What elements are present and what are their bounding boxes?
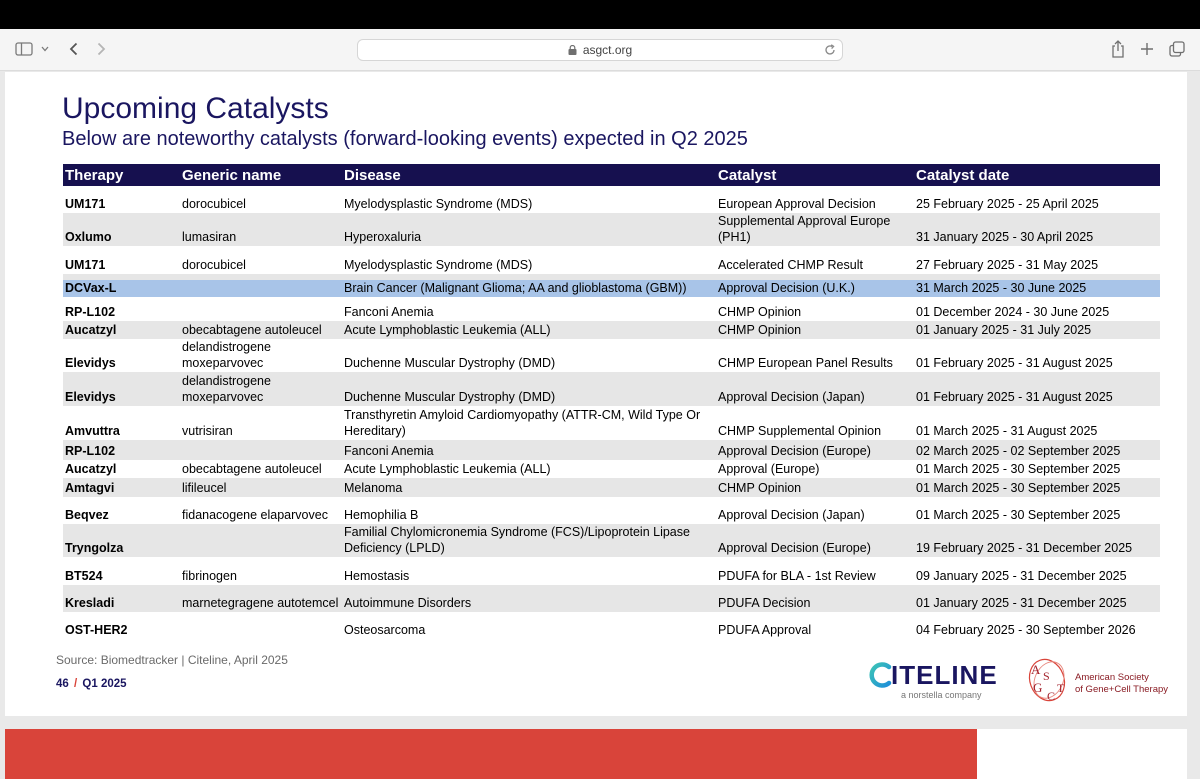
tabs-icon[interactable] xyxy=(1168,39,1186,59)
catalyst-cell: CHMP Supplemental Opinion xyxy=(718,424,882,438)
catalyst-cell: Accelerated CHMP Result xyxy=(718,258,863,272)
date-cell: 09 January 2025 - 31 December 2025 xyxy=(916,569,1127,583)
disease-cell: Fanconi Anemia xyxy=(344,305,434,319)
table-row xyxy=(63,246,1160,274)
table-header-row xyxy=(63,164,1160,186)
top-black-bar xyxy=(0,0,1200,29)
therapy-cell: DCVax-L xyxy=(63,280,180,297)
table-row xyxy=(63,524,1160,557)
disease-cell: Osteosarcoma xyxy=(344,623,426,637)
generic-cell: fibrinogen xyxy=(182,569,237,583)
asgct-name-line2: of Gene+Cell Therapy xyxy=(1075,684,1169,695)
sidebar-icon[interactable] xyxy=(15,39,33,59)
slide-title: Upcoming Catalysts xyxy=(62,92,329,125)
disease-cell: Transthyretin Amyloid Cardiomyopathy (ATTR-CM, Wild Type Or Hereditary) xyxy=(344,408,701,438)
catalyst-cell: PDUFA Approval xyxy=(718,623,812,637)
page-separator: / xyxy=(74,678,78,690)
generic-cell xyxy=(180,280,342,297)
therapy-cell: Oxlumo xyxy=(63,213,180,246)
citeline-c-mark-icon xyxy=(867,661,893,689)
disease-cell: Duchenne Muscular Dystrophy (DMD) xyxy=(342,372,716,406)
plus-icon[interactable] xyxy=(1139,39,1155,59)
next-slide-preview-right xyxy=(977,729,1187,779)
catalyst-cell: Supplemental Approval Europe (PH1) xyxy=(716,213,914,246)
date-cell: 01 March 2025 - 30 September 2025 xyxy=(916,462,1121,476)
page-number-value: 46 xyxy=(56,678,69,690)
column-header-generic-name: Generic name xyxy=(180,164,342,186)
table-row xyxy=(63,372,1160,406)
date-cell: 02 March 2025 - 02 September 2025 xyxy=(914,440,1160,460)
page-number xyxy=(56,678,127,690)
address-bar[interactable] xyxy=(357,39,843,61)
citeline-tagline: a norstella company xyxy=(901,690,982,700)
disease-cell: Hemophilia B xyxy=(344,508,419,522)
therapy-cell: RP-L102 xyxy=(63,440,180,460)
table-row-highlighted xyxy=(63,280,1160,297)
catalyst-cell: Approval Decision (Europe) xyxy=(716,440,914,460)
generic-cell: marnetegragene autotemcel xyxy=(180,585,342,612)
next-slide-preview xyxy=(5,729,977,779)
disease-cell: Myelodysplastic Syndrome (MDS) xyxy=(344,197,533,211)
citeline-wordmark: ITELINE xyxy=(891,660,998,690)
disease-cell: Acute Lymphoblastic Leukemia (ALL) xyxy=(342,321,716,339)
source-note: Source: Biomedtracker | Citeline, April 2025 xyxy=(56,653,288,667)
table-row xyxy=(63,339,1160,372)
generic-cell xyxy=(180,297,342,321)
date-cell: 31 March 2025 - 30 June 2025 xyxy=(914,280,1160,297)
therapy-cell: Aucatzyl xyxy=(63,321,180,339)
table-row xyxy=(63,440,1160,460)
url-text: asgct.org xyxy=(582,43,633,57)
catalyst-cell: European Approval Decision xyxy=(718,197,876,211)
svg-text:C: C xyxy=(1047,689,1056,703)
table-row xyxy=(63,406,1160,440)
date-cell: 01 March 2025 - 31 August 2025 xyxy=(916,424,1098,438)
generic-cell: vutrisiran xyxy=(182,424,233,438)
disease-cell: Fanconi Anemia xyxy=(342,440,716,460)
date-cell: 01 March 2025 - 30 September 2025 xyxy=(916,508,1121,522)
therapy-cell: Amtagvi xyxy=(63,478,180,497)
catalyst-cell: CHMP Opinion xyxy=(716,321,914,339)
browser-toolbar xyxy=(0,29,1200,71)
share-icon[interactable] xyxy=(1110,39,1126,59)
column-header-catalyst: Catalyst xyxy=(716,164,914,186)
disease-cell: Brain Cancer (Malignant Glioma; AA and glioblastoma (GBM)) xyxy=(342,280,716,297)
svg-text:T: T xyxy=(1057,681,1065,695)
svg-text:A: A xyxy=(1031,662,1041,677)
generic-cell: lifileucel xyxy=(180,478,342,497)
therapy-cell: RP-L102 xyxy=(65,305,116,319)
column-header-disease: Disease xyxy=(342,164,716,186)
catalyst-cell: Approval Decision (Japan) xyxy=(718,508,865,522)
presentation-slide xyxy=(5,72,1187,716)
table-row xyxy=(63,585,1160,612)
date-cell: 01 March 2025 - 30 September 2025 xyxy=(914,478,1160,497)
generic-cell xyxy=(180,440,342,460)
generic-cell: dorocubicel xyxy=(182,258,246,272)
date-cell: 25 February 2025 - 25 April 2025 xyxy=(916,197,1099,211)
therapy-cell: OST-HER2 xyxy=(65,623,128,637)
date-cell: 01 January 2025 - 31 July 2025 xyxy=(914,321,1160,339)
catalyst-cell: CHMP Opinion xyxy=(718,305,802,319)
generic-cell: delandistrogene moxeparvovec xyxy=(182,340,271,370)
date-cell: 01 February 2025 - 31 August 2025 xyxy=(916,356,1113,370)
therapy-cell: Aucatzyl xyxy=(65,462,117,476)
catalyst-cell: Approval Decision (U.K.) xyxy=(716,280,914,297)
svg-text:S: S xyxy=(1043,669,1050,683)
disease-cell: Autoimmune Disorders xyxy=(342,585,716,612)
generic-cell: dorocubicel xyxy=(182,197,246,211)
svg-text:G: G xyxy=(1033,680,1043,695)
table-row xyxy=(63,213,1160,246)
reload-icon[interactable] xyxy=(823,43,837,57)
chevron-down-icon[interactable] xyxy=(40,39,50,59)
table-row xyxy=(63,186,1160,213)
table-row xyxy=(63,297,1160,321)
disease-cell: Melanoma xyxy=(342,478,716,497)
slide-subtitle: Below are noteworthy catalysts (forward-looking events) expected in Q2 2025 xyxy=(62,128,748,150)
generic-cell xyxy=(180,524,342,557)
asgct-logo xyxy=(1027,656,1177,706)
catalyst-cell: Approval Decision (Europe) xyxy=(716,524,914,557)
therapy-cell: Beqvez xyxy=(65,508,109,522)
catalyst-cell: CHMP European Panel Results xyxy=(718,356,893,370)
catalyst-cell: CHMP Opinion xyxy=(716,478,914,497)
date-cell: 01 December 2024 - 30 June 2025 xyxy=(916,305,1110,319)
column-header-catalyst-date: Catalyst date xyxy=(914,164,1160,186)
table-row xyxy=(63,497,1160,524)
therapy-cell: Amvuttra xyxy=(65,424,120,438)
generic-cell: fidanacogene elaparvovec xyxy=(182,508,328,522)
therapy-cell: BT524 xyxy=(65,569,103,583)
catalyst-cell: Approval Decision (Japan) xyxy=(716,372,914,406)
citeline-logo xyxy=(867,660,1012,702)
therapy-cell: Tryngolza xyxy=(63,524,180,557)
disease-cell: Acute Lymphoblastic Leukemia (ALL) xyxy=(344,462,551,476)
table-row xyxy=(63,478,1160,497)
date-cell: 31 January 2025 - 30 April 2025 xyxy=(914,213,1160,246)
forward-icon[interactable] xyxy=(94,39,108,59)
date-cell: 27 February 2025 - 31 May 2025 xyxy=(916,258,1099,272)
date-cell: 04 February 2025 - 30 September 2026 xyxy=(916,623,1136,637)
therapy-cell: Elevidys xyxy=(63,372,180,406)
table-row xyxy=(63,460,1160,478)
therapy-cell: Kresladi xyxy=(63,585,180,612)
asgct-mark-icon xyxy=(1027,656,1071,704)
generic-cell: lumasiran xyxy=(180,213,342,246)
asgct-name-line1: American Society xyxy=(1075,672,1149,683)
table-row xyxy=(63,321,1160,339)
disease-cell: Myelodysplastic Syndrome (MDS) xyxy=(344,258,533,272)
catalyst-cell: PDUFA Decision xyxy=(716,585,914,612)
back-icon[interactable] xyxy=(66,39,80,59)
disease-cell: Duchenne Muscular Dystrophy (DMD) xyxy=(344,356,556,370)
date-cell: 19 February 2025 - 31 December 2025 xyxy=(914,524,1160,557)
generic-cell xyxy=(180,612,342,639)
generic-cell: delandistrogene moxeparvovec xyxy=(180,372,342,406)
column-header-therapy: Therapy xyxy=(63,164,180,186)
disease-cell: Familial Chylomicronemia Syndrome (FCS)/Lipoprotein Lipase Deficiency (LPLD) xyxy=(342,524,716,557)
table-row xyxy=(63,557,1160,585)
disease-cell: Hyperoxaluria xyxy=(342,213,716,246)
catalyst-cell: Approval (Europe) xyxy=(718,462,820,476)
lock-icon xyxy=(568,45,577,55)
date-cell: 01 January 2025 - 31 December 2025 xyxy=(914,585,1160,612)
therapy-cell: Elevidys xyxy=(65,356,116,370)
table-row xyxy=(63,612,1160,639)
therapy-cell: UM171 xyxy=(65,197,106,211)
page-section: Q1 2025 xyxy=(82,678,127,690)
disease-cell: Hemostasis xyxy=(344,569,410,583)
generic-cell: obecabtagene autoleucel xyxy=(182,462,322,476)
catalysts-table xyxy=(63,164,1160,639)
date-cell: 01 February 2025 - 31 August 2025 xyxy=(914,372,1160,406)
therapy-cell: UM171 xyxy=(65,258,106,272)
generic-cell: obecabtagene autoleucel xyxy=(180,321,342,339)
catalyst-cell: PDUFA for BLA - 1st Review xyxy=(718,569,876,583)
